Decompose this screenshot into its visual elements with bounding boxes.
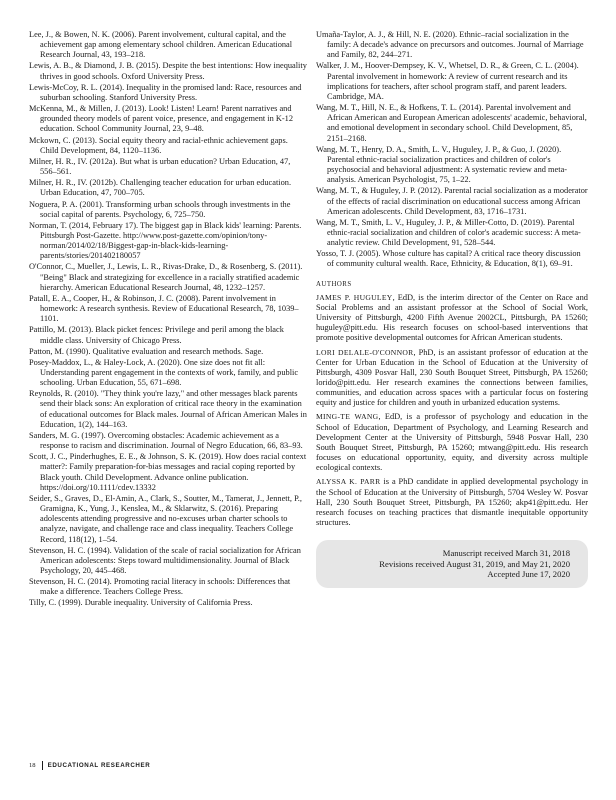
reference-entry: Patall, E. A., Cooper, H., & Robinson, J. C. (2008). Parent involvement in homework: A research synthesis. Review of Educational Research, 78, 1039–1101. (29, 293, 299, 324)
author-bio-text: , EdD, is a professor of psychology and education in the School of Education, Department of Psychology, and Learning Research and Development Center at the University of Pittsburgh, 5948 Posvar Hall, 230 South Bouquet Street, Pittsburgh, PA 15260; mtwang@pitt.edu. His research focuses on educational opportunity, equity, and diversity across multiple ecological contexts. (316, 412, 588, 473)
author-name: JAMES P. HUGULEY (316, 292, 393, 302)
reference-entry: Wang, M. T., Hill, N. E., & Hofkens, T. L. (2014). Parental involvement and African American and European American adolescents' academic, behavioral, and emotional development in secondary school. Child Development, 85, 2151–2168. (316, 103, 587, 143)
reference-entry: Stevenson, H. C. (2014). Promoting racial literacy in schools: Differences that make a difference. Teachers College Press. (29, 577, 291, 597)
reference-entry: Posey-Maddox, L., & Haley-Lock, A. (2020). One size does not fit all: Understanding parent engagement in the contexts of work, family, and public schooling. Urban Education, 55, 671–698. (29, 357, 299, 388)
reference-column-left (29, 30, 308, 610)
reference-entry: Milner, H. R., IV. (2012a). But what is urban education? Urban Education, 47, 556–561. (29, 156, 291, 177)
author-name: MING-TE WANG (316, 412, 379, 422)
author-bio-text: , PhD, is an assistant professor of education at the Center for Urban Education in the School of Education at the University of Pittsburgh, 4309 Posvar Hall, 230 South Bouquet Street, Pittsburgh, PA 15260; lorido@pitt.edu. Her research examines the connections between families, communities, and education across spaces with a particular focus on fostering equity and justice for children and youth in urbanized education systems. (316, 347, 588, 408)
reference-entry: Lee, J., & Bowen, N. K. (2006). Parent involvement, cultural capital, and the achievement gap among elementary school children. American Educational Research Journal, 43, 193–218. (29, 30, 293, 60)
reference-entry: Mckown, C. (2013). Social equity theory and racial-ethnic achievement gaps. Child Development, 84, 1120–1136. (29, 135, 288, 155)
reference-entry: Lewis, A. B., & Diamond, J. B. (2015). Despite the best intentions: How inequality thrives in good schools. Oxford University Press. (29, 61, 307, 81)
reference-entry: Norman, T. (2014, February 17). The biggest gap in Black kids' learning: Parents. Pittsburgh Post-Gazette. http://www.post-gazette.com/opinion/tony-norman/2014/02/18/Biggest-gap-in-black-kids-learning-parents/stories/201402180057 (29, 220, 302, 261)
page-number: 18 (29, 762, 36, 769)
reference-entry: Milner, H. R., IV. (2012b). Challenging teacher education for urban education. Urban Education, 47, 700–705. (29, 178, 292, 198)
author-bio-text: , EdD, is the interim director of the Center on Race and Social Problems and an assistant professor at the School of Social Work, University of Pittsburgh, 4200 Fifth Avenue 2002CL, Pittsburgh, PA 15260; huguley@pitt.edu. His research focuses on school-based interventions that promote positive developmental outcomes for African American students. (316, 292, 588, 343)
reference-entry: Umaña-Taylor, A. J., & Hill, N. E. (2020). Ethnic–racial socialization in the family: A decade's advance on precursors and outcomes. Journal of Marriage and Family, 82, 244–271. (316, 30, 584, 60)
reference-entry: Reynolds, R. (2010). "They think you're lazy," and other messages black parents send their black sons: An exploration of critical race theory in the examination of educational outcomes for Black males. Journal of African American Males in Education, 1(2), 144–163. (29, 389, 307, 429)
manuscript-received: Manuscript received March 31, 2018 (442, 548, 570, 559)
reference-column-right (316, 30, 588, 588)
journal-name: EDUCATIONAL RESEARCHER (47, 762, 151, 769)
author-bio-text: is a PhD candidate in applied developmental psychology in the School of Education at the University of Pittsburgh, 5704 Wesley W. Posvar Hall, 230 South Bouquet Street, Pittsburgh, PA 15260; akp41@pitt.edu. Her research focuses on teaching practices that dismantle inequitable opportunity structures. (316, 477, 588, 528)
reference-entry: Pattillo, M. (2013). Black picket fences: Privilege and peril among the black middle class. University of Chicago Press. (29, 325, 284, 345)
accepted-date: Accepted June 17, 2020 (487, 569, 570, 580)
manuscript-history-box (316, 540, 588, 588)
revisions-received: Revisions received August 31, 2019, and May 21, 2020 (379, 558, 570, 569)
reference-entry: Lewis-McCoy, R. L. (2014). Inequality in the promised land: Race, resources and suburban schooling. Stanford University Press. (29, 82, 302, 102)
author-bio (316, 348, 588, 409)
reference-entry: McKenna, M., & Millen, J. (2013). Look! Listen! Learn! Parent narratives and grounded theory models of parent voice, presence, and engagement in K-12 education. School Community Journal, 23, 9–48. (29, 104, 294, 134)
reference-entry: Noguera, P. A. (2001). Transforming urban schools through investments in the social capital of parents. Psychology, 6, 725–750. (29, 199, 291, 219)
reference-entry: Wang, M. T., Smith, L. V., Huguley, J. P., & Miller-Cotto, D. (2019). Parental ethnic-racial socialization and children of color's academic success: A meta-analytic review. Child Development, 91, 528–544. (316, 217, 581, 248)
reference-entry: Yosso, T. J. (2005). Whose culture has capital? A critical race theory discussion of community cultural wealth. Race, Ethnicity, & Education, 8(1), 69–91. (316, 249, 581, 269)
reference-entry: O'Connor, C., Mueller, J., Lewis, L. R., Rivas-Drake, D., & Rosenberg, S. (2011). "Being" Black and strategizing for excellence in a racially stratified academic hierarchy. American Educational Research Journal, 48, 1232–1257. (29, 262, 303, 292)
reference-entry: Stevenson, H. C. (1994). Validation of the scale of racial socialization for African American adolescents: Steps toward multidimensionality. Journal of Black Psychology, 20, 445–468. (29, 545, 301, 575)
reference-entry: Sanders, M. G. (1997). Overcoming obstacles: Academic achievement as a response to racism and discrimination. Journal of Negro Education, 66, 83–93. (29, 430, 303, 451)
author-name: ALYSSA K. PARR (316, 477, 381, 487)
reference-entry: Walker, J. M., Hoover-Dempsey, K. V., Whetsel, D. R., & Green, C. L. (2004). Parental involvement in homework: A review of current research and its implications for teachers, after school program staff, and parent leaders. Cambridge, MA. (316, 61, 579, 101)
page-footer (29, 761, 150, 770)
reference-entry: Wang, M. T., & Huguley, J. P. (2012). Parental racial socialization as a moderator of the effects of racial discrimination on educational success among African American adolescents. Child Development, 83, 1716–1731. (316, 186, 588, 216)
reference-entry: Tilly, C. (1999). Durable inequality. University of California Press. (29, 598, 253, 608)
author-bio (316, 293, 588, 344)
reference-entry: Wang, M. T., Henry, D. A., Smith, L. V., Huguley, J. P., & Guo, J. (2020). Parental ethnic-racial socialization practices and children of color's psychosocial and behavioral adjustment: A systematic review and meta-analysis. American Psychologist, 75, 1–22. (316, 144, 568, 185)
author-bio (316, 412, 588, 473)
footer-divider (42, 761, 43, 770)
reference-entry: Seider, S., Graves, D., El-Amin, A., Clark, S., Soutter, M., Tamerat, J., Jennett, P., Gramigna, K., Yung, J., Kenslea, M., & Sklarwitz, S. (2016). Preparing adolescents attending progressive and no-excuses urban charter schools to analyze, navigate, and challenge race and class inequality. Teachers College Record, 118(12), 1–54. (29, 493, 302, 544)
authors-heading: AUTHORS (316, 280, 352, 288)
author-bio (316, 477, 588, 528)
reference-entry: Patton, M. (1990). Qualitative evaluation and research methods. Sage. (29, 346, 264, 356)
author-name: LORI DELALE-O'CONNOR (316, 347, 414, 357)
reference-entry: Scott, J. C., Pinderhughes, E. E., & Johnson, S. K. (2019). How does racial context matter?: Family preparation-for-bias messages and racial coping reported by Black youth. Child Development. Advance online publication. https://doi.org/10.1111/cdev.13332 (29, 452, 307, 492)
